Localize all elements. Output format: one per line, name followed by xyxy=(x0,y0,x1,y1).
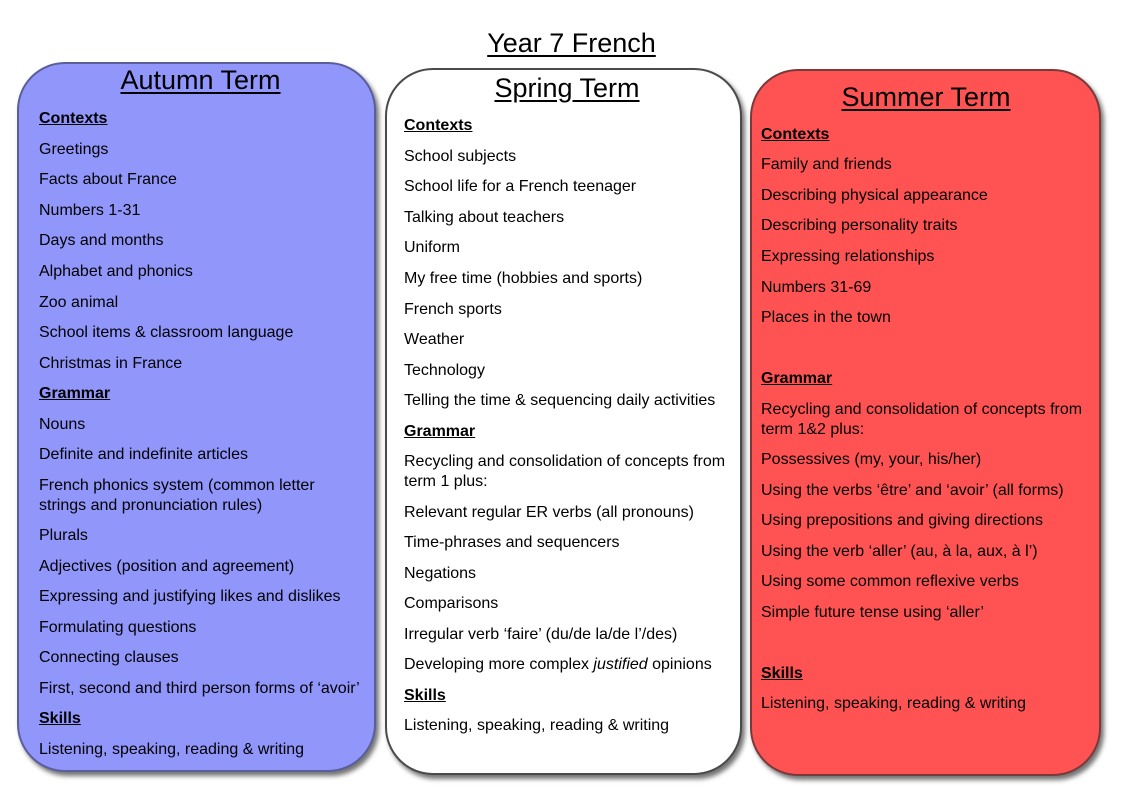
opinions-text-end: opinions xyxy=(647,656,712,673)
spring-grammar-item: Recycling and consolidation of concepts from xyxy=(404,453,726,470)
spring-context-item: French sports xyxy=(404,301,502,318)
summer-context-item: Describing physical appearance xyxy=(761,187,988,204)
spring-context-item: Telling the time & sequencing daily activities xyxy=(404,392,716,409)
summer-grammar-item: Using the verb ‘aller’ (au, à la, aux, à l’) xyxy=(761,543,1038,560)
summer-term-panel xyxy=(750,69,1101,776)
spring-grammar-item-opinions xyxy=(404,655,712,675)
spring-contexts-heading: Contexts xyxy=(404,117,473,134)
spring-grammar-item: term 1 plus: xyxy=(404,473,488,490)
spring-context-item: Uniform xyxy=(404,239,461,256)
autumn-grammar-item: Plurals xyxy=(39,527,88,544)
summer-grammar-item: Simple future tense using ‘aller’ xyxy=(761,604,984,621)
summer-context-item: Expressing relationships xyxy=(761,248,935,265)
spring-grammar-item: Time-phrases and sequencers xyxy=(404,534,620,551)
summer-grammar-item: Using some common reflexive verbs xyxy=(761,573,1019,590)
spring-context-item: Talking about teachers xyxy=(404,209,565,226)
summer-skills-item: Listening, speaking, reading & writing xyxy=(761,695,1027,712)
autumn-grammar-item: French phonics system (common letter xyxy=(39,477,315,494)
autumn-skills-item: Listening, speaking, reading & writing xyxy=(39,741,305,758)
autumn-context-item: Zoo animal xyxy=(39,294,119,311)
summer-grammar-item: Recycling and consolidation of concepts from xyxy=(761,401,1083,418)
summer-contexts-heading: Contexts xyxy=(761,126,830,143)
autumn-grammar-item: Adjectives (position and agreement) xyxy=(39,558,295,575)
autumn-term-title: Autumn Term xyxy=(120,65,281,95)
autumn-grammar-heading: Grammar xyxy=(39,385,111,402)
opinions-text-emphasis: justified xyxy=(593,656,648,673)
spring-grammar-heading: Grammar xyxy=(404,423,476,440)
spring-term-title: Spring Term xyxy=(494,73,640,103)
page-title: Year 7 French xyxy=(487,28,656,58)
spring-grammar-item: Negations xyxy=(404,565,477,582)
autumn-grammar-item: Expressing and justifying likes and dislikes xyxy=(39,588,341,605)
autumn-grammar-item: Connecting clauses xyxy=(39,649,179,666)
spring-skills-item: Listening, speaking, reading & writing xyxy=(404,717,670,734)
spring-term-panel xyxy=(385,68,742,775)
spring-context-item: My free time (hobbies and sports) xyxy=(404,270,643,287)
summer-grammar-item: term 1&2 plus: xyxy=(761,421,865,438)
summer-grammar-item: Using the verbs ‘être’ and ‘avoir’ (all forms) xyxy=(761,482,1064,499)
summer-context-item: Describing personality traits xyxy=(761,217,958,234)
spring-skills-heading: Skills xyxy=(404,687,446,704)
autumn-context-item: Christmas in France xyxy=(39,355,183,372)
spring-context-item: School subjects xyxy=(404,148,517,165)
summer-grammar-item: Possessives (my, your, his/her) xyxy=(761,451,982,468)
summer-skills-heading: Skills xyxy=(761,665,803,682)
spring-grammar-item: Relevant regular ER verbs (all pronouns) xyxy=(404,504,694,521)
autumn-context-item: Days and months xyxy=(39,232,164,249)
autumn-context-item: Numbers 1-31 xyxy=(39,202,141,219)
summer-grammar-item: Using prepositions and giving directions xyxy=(761,512,1043,529)
autumn-grammar-item: strings and pronunciation rules) xyxy=(39,497,263,514)
spring-context-item: Weather xyxy=(404,331,465,348)
autumn-contexts-heading: Contexts xyxy=(39,110,108,127)
autumn-grammar-item: Formulating questions xyxy=(39,619,197,636)
summer-term-title: Summer Term xyxy=(841,82,1011,112)
autumn-grammar-item: Definite and indefinite articles xyxy=(39,446,249,463)
autumn-context-item: Alphabet and phonics xyxy=(39,263,193,280)
autumn-context-item: School items & classroom language xyxy=(39,324,294,341)
autumn-grammar-item: Nouns xyxy=(39,416,86,433)
spring-context-item: School life for a French teenager xyxy=(404,178,637,195)
summer-context-item: Family and friends xyxy=(761,156,892,173)
spring-grammar-item: Comparisons xyxy=(404,595,499,612)
autumn-grammar-item: First, second and third person forms of ‘avoir’ xyxy=(39,680,360,697)
opinions-text-start: Developing more complex xyxy=(404,656,594,673)
spring-context-item: Technology xyxy=(404,362,485,379)
autumn-context-item: Facts about France xyxy=(39,171,177,188)
autumn-context-item: Greetings xyxy=(39,141,109,158)
summer-context-item: Numbers 31-69 xyxy=(761,279,872,296)
autumn-skills-heading: Skills xyxy=(39,710,81,727)
autumn-term-panel xyxy=(17,62,376,772)
summer-context-item: Places in the town xyxy=(761,309,891,326)
summer-grammar-heading: Grammar xyxy=(761,370,833,387)
spring-grammar-item: Irregular verb ‘faire’ (du/de la/de l’/des) xyxy=(404,626,678,643)
